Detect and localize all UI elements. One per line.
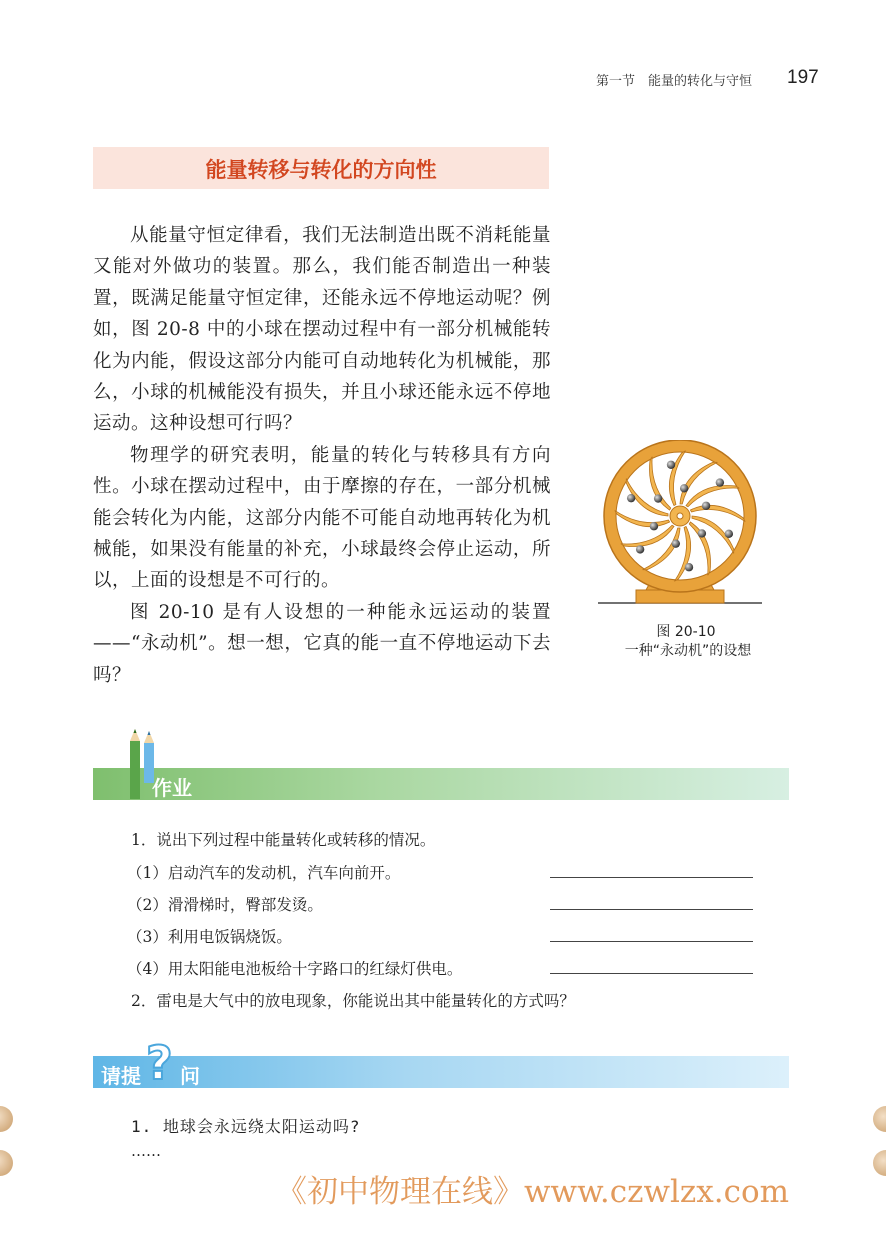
question-mark-icon: ? (146, 1036, 173, 1090)
section-header: 第一节 能量的转化与守恒 (596, 74, 753, 89)
ask-question-1: 1. 地球会永远绕太阳运动吗? (131, 1117, 361, 1136)
wheel-ball (680, 484, 688, 492)
homework-item: （2）滑滑梯时，臀部发烫。 (127, 896, 323, 914)
answer-blank[interactable] (550, 941, 753, 942)
watermark: 《初中物理在线》www.czwlzx.com (276, 1174, 790, 1210)
body-text (93, 220, 551, 691)
ask-ellipsis: …… (131, 1142, 161, 1160)
figure-caption: 一种“永动机”的设想 (624, 643, 752, 659)
wheel-ball (672, 539, 680, 547)
homework-question-1: 1．说出下列过程中能量转化或转移的情况。 (131, 831, 436, 849)
wheel-ball (685, 563, 693, 571)
wheel-ball (716, 478, 724, 486)
edge-decoration (873, 1106, 886, 1132)
page-number: 197 (787, 67, 819, 88)
wheel-ball (698, 529, 706, 537)
ask-title-left: 请提 (101, 1064, 141, 1088)
figure-number: 图 20-10 (656, 624, 716, 640)
wheel-ball (650, 522, 658, 530)
homework-item: （4）用太阳能电池板给十字路口的红绿灯供电。 (127, 960, 463, 978)
wheel-ball (654, 494, 662, 502)
wheel-ball (636, 545, 644, 553)
paragraph: 物理学的研究表明，能量的转化与转移具有方向性。小球在摆动过程中，由于摩擦的存在，一部分机械能会转化为内能，这部分内能不可能自动地再转化为机械能，如果没有能量的补充，小球最终会停止运动，所以，上面的设想是不可行的。 (93, 444, 551, 592)
wheel-ball (702, 502, 710, 510)
edge-decoration (873, 1150, 886, 1176)
homework-banner (93, 768, 789, 800)
answer-blank[interactable] (550, 877, 753, 878)
paragraph: 图 20-10 是有人设想的一种能永远运动的装置——“永动机”。想一想，它真的能一直不停地运动下去吗？ (93, 601, 551, 686)
wheel-ball (667, 461, 675, 469)
perpetual-motion-wheel-figure (596, 440, 786, 608)
ask-title-right: 问 (180, 1064, 200, 1088)
homework-question-2: 2．雷电是大气中的放电现象，你能说出其中能量转化的方式吗？ (131, 992, 575, 1010)
wheel-axle (677, 513, 683, 519)
wheel-ball (627, 494, 635, 502)
edge-decoration (0, 1106, 13, 1132)
answer-blank[interactable] (550, 973, 753, 974)
answer-blank[interactable] (550, 909, 753, 910)
edge-decoration (0, 1150, 13, 1176)
wheel-ball (725, 530, 733, 538)
homework-title: 作业 (152, 776, 192, 800)
homework-item: （1）启动汽车的发动机，汽车向前开。 (127, 864, 401, 882)
section-title: 能量转移与转化的方向性 (205, 158, 437, 182)
homework-item: （3）利用电饭锅烧饭。 (127, 928, 292, 946)
paragraph: 从能量守恒定律看，我们无法制造出既不消耗能量又能对外做功的装置。那么，我们能否制造出一种装置，既满足能量守恒定律，还能永远不停地运动呢？例如，图 20-8 中的小球在摆动过程中有一部分机械能转化为内能，假设这部分内能可自动地转化为机械能，那么，小球的机械能没有损失，并且小球还能永远不停地运动。这种设想可行吗？ (93, 225, 551, 435)
